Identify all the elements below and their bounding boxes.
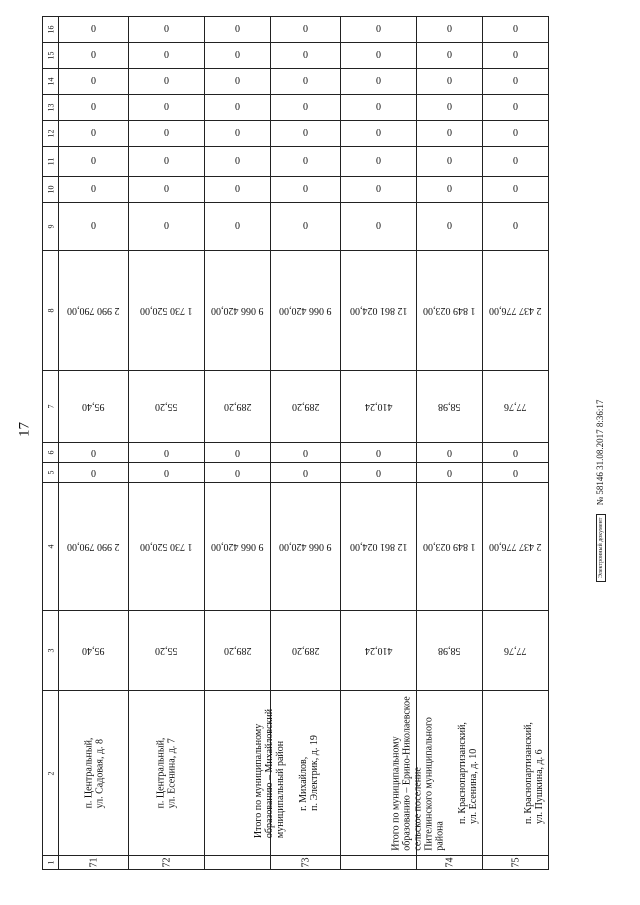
value-cell: 0: [376, 467, 381, 478]
value-cell: 55,20: [155, 401, 178, 412]
stamp-text: № 58146 31.08.2017 8:36:17: [595, 399, 605, 506]
value-cell: 0: [513, 24, 518, 35]
column-number: [43, 443, 59, 463]
value-cell: 0: [447, 24, 452, 35]
value-cell: 0: [164, 447, 169, 458]
value-cell: 0: [164, 50, 169, 61]
table-cell: [205, 463, 271, 483]
table-row: [43, 371, 615, 443]
value-cell: 2 990 790,00: [67, 305, 120, 316]
table-cell: [417, 121, 483, 147]
table-cell: [59, 177, 129, 203]
table-cell: [271, 95, 341, 121]
column-number-label: 9: [46, 224, 55, 229]
value-cell: 0: [303, 128, 308, 139]
column-number-label: 2: [46, 771, 55, 775]
value-cell: 0: [164, 184, 169, 195]
column-number-label: 15: [46, 51, 55, 60]
table-cell: [417, 443, 483, 463]
value-cell: 9 066 420,00: [279, 541, 332, 552]
value-cell: 9 066 420,00: [279, 305, 332, 316]
table-cell: [341, 43, 417, 69]
table-cell: [417, 203, 483, 251]
table-cell: [417, 177, 483, 203]
address-cell: п. Центральный, ул. Есенина, д. 7: [155, 737, 178, 809]
value-cell: 0: [235, 128, 240, 139]
table-cell: [59, 483, 129, 611]
value-cell: 0: [376, 76, 381, 87]
table-cell: [483, 611, 549, 691]
table-cell: [341, 177, 417, 203]
table-cell: [271, 251, 341, 371]
value-cell: 58,98: [438, 401, 461, 412]
table-cell: [59, 43, 129, 69]
table-cell: [341, 483, 417, 611]
table-cell: [483, 147, 549, 177]
value-cell: 9 066 420,00: [211, 305, 264, 316]
value-cell: 0: [164, 156, 169, 167]
value-cell: 0: [513, 76, 518, 87]
table-cell: [59, 371, 129, 443]
table-cell: [483, 177, 549, 203]
table-cell: [341, 203, 417, 251]
table-row: [43, 463, 615, 483]
value-cell: 0: [164, 76, 169, 87]
value-cell: 0: [513, 156, 518, 167]
column-number: [43, 203, 59, 251]
table-cell: [341, 95, 417, 121]
table-cell: [483, 203, 549, 251]
table-cell: [341, 611, 417, 691]
table-cell: [129, 147, 205, 177]
value-cell: 1 730 520,00: [140, 305, 193, 316]
value-cell: 0: [513, 50, 518, 61]
value-cell: 95,40: [82, 645, 105, 656]
value-cell: 0: [235, 156, 240, 167]
value-cell: 0: [235, 24, 240, 35]
column-number: [43, 371, 59, 443]
table-cell: [205, 121, 271, 147]
column-number: [43, 856, 59, 870]
address-cell: Итого по муниципальному образованию – Михайловский муниципальный район: [253, 708, 287, 838]
value-cell: 0: [164, 24, 169, 35]
table-cell: [129, 463, 205, 483]
table-cell: [417, 43, 483, 69]
row-number: 74: [444, 857, 455, 868]
column-number-label: 8: [46, 308, 55, 313]
table-cell: [271, 43, 341, 69]
table-row: [43, 43, 615, 69]
table-cell: [417, 17, 483, 43]
value-cell: 0: [303, 76, 308, 87]
table-cell: [59, 691, 129, 856]
value-cell: 0: [164, 102, 169, 113]
column-number: [43, 147, 59, 177]
value-cell: 0: [164, 467, 169, 478]
table-cell: [417, 371, 483, 443]
table-cell: [129, 203, 205, 251]
table-cell: [205, 17, 271, 43]
table-cell: [59, 443, 129, 463]
value-cell: 0: [447, 50, 452, 61]
value-cell: 0: [235, 102, 240, 113]
table-cell: [483, 17, 549, 43]
table-cell: [341, 121, 417, 147]
value-cell: 0: [235, 50, 240, 61]
value-cell: 0: [513, 128, 518, 139]
table-cell: [129, 611, 205, 691]
value-cell: 0: [447, 184, 452, 195]
table-cell: [129, 371, 205, 443]
table-cell: [59, 203, 129, 251]
table-cell: [271, 856, 341, 870]
table-cell: [271, 463, 341, 483]
table-cell: [417, 95, 483, 121]
table-cell: [417, 147, 483, 177]
value-cell: 0: [513, 447, 518, 458]
table-cell: [129, 856, 205, 870]
table-cell: [129, 121, 205, 147]
table-row: [43, 17, 615, 43]
value-cell: 0: [447, 156, 452, 167]
table-cell: [59, 147, 129, 177]
table-cell: [271, 177, 341, 203]
table-cell: [129, 691, 205, 856]
value-cell: 0: [447, 447, 452, 458]
value-cell: 0: [447, 76, 452, 87]
table-cell: [205, 177, 271, 203]
table-cell: [129, 43, 205, 69]
value-cell: 410,24: [364, 401, 393, 412]
value-cell: 0: [376, 24, 381, 35]
value-cell: 0: [91, 447, 96, 458]
column-number-label: 7: [46, 404, 55, 409]
registration-stamp: [595, 400, 606, 582]
table-cell: [417, 69, 483, 95]
value-cell: 0: [91, 128, 96, 139]
table-row: [43, 69, 615, 95]
address-cell: Итого по муниципальному образованию – Ерино-Николаевское сельское поселение Пителинского муниципального района: [390, 695, 446, 851]
table-cell: [59, 463, 129, 483]
table-cell: [483, 443, 549, 463]
value-cell: 289,20: [223, 401, 252, 412]
table-cell: [205, 371, 271, 443]
table-cell: [271, 69, 341, 95]
table-cell: [59, 95, 129, 121]
table-cell: [483, 463, 549, 483]
row-number: 73: [300, 857, 311, 868]
column-number-label: 4: [46, 544, 55, 549]
value-cell: 77,76: [504, 401, 527, 412]
value-cell: 9 066 420,00: [211, 541, 264, 552]
table-cell: [205, 69, 271, 95]
value-cell: 0: [303, 447, 308, 458]
value-cell: 0: [91, 24, 96, 35]
column-number: [43, 69, 59, 95]
value-cell: 0: [376, 184, 381, 195]
table-cell: [341, 251, 417, 371]
table-cell: [205, 856, 271, 870]
table-cell: [271, 17, 341, 43]
table-cell: [341, 17, 417, 43]
table-cell: [205, 147, 271, 177]
column-number-label: 1: [46, 860, 55, 865]
address-cell: п. Краснопартизанский, ул. Пушкина, д. 6: [522, 722, 545, 824]
table-cell: [59, 69, 129, 95]
value-cell: 0: [91, 221, 96, 232]
table-cell: [271, 371, 341, 443]
table-row: [43, 147, 615, 177]
table-cell: [271, 147, 341, 177]
value-cell: 0: [513, 221, 518, 232]
table-row: [43, 443, 615, 463]
table-cell: [59, 856, 129, 870]
table-cell: [205, 611, 271, 691]
table-cell: [483, 251, 549, 371]
value-cell: 0: [376, 156, 381, 167]
value-cell: 12 861 024,00: [349, 305, 408, 316]
column-number: [43, 17, 59, 43]
value-cell: 95,40: [82, 401, 105, 412]
table-cell: [205, 43, 271, 69]
table-row: [43, 251, 615, 371]
row-number: 72: [161, 857, 172, 868]
table-cell: [341, 463, 417, 483]
column-number: [43, 251, 59, 371]
table-cell: [59, 121, 129, 147]
value-cell: 0: [164, 221, 169, 232]
value-cell: 0: [376, 221, 381, 232]
value-cell: 0: [91, 102, 96, 113]
table-cell: [483, 371, 549, 443]
table-row: [43, 483, 615, 611]
column-number-label: 3: [46, 648, 55, 653]
address-cell: п. Краснопартизанский, ул. Есенина, д. 10: [456, 722, 479, 824]
stamp-logo: Электронный документ: [596, 514, 606, 582]
column-number-label: 5: [46, 470, 55, 475]
value-cell: 289,20: [291, 401, 320, 412]
value-cell: 2 437 776,00: [489, 541, 542, 552]
value-cell: 2 990 790,00: [67, 541, 120, 552]
value-cell: 1 849 023,00: [423, 305, 476, 316]
table-cell: [417, 463, 483, 483]
column-number: [43, 483, 59, 611]
table-cell: [129, 483, 205, 611]
table-cell: [271, 611, 341, 691]
table-cell: [483, 121, 549, 147]
table-cell: [483, 483, 549, 611]
table-cell: [483, 691, 549, 856]
address-cell: г. Михайлов, п. Электрик, д. 19: [297, 735, 320, 811]
table-cell: [483, 69, 549, 95]
table-row: [43, 856, 615, 870]
column-number-label: 6: [46, 450, 55, 455]
page-number: 17: [16, 422, 33, 437]
table-cell: [417, 856, 483, 870]
table-cell: [483, 95, 549, 121]
value-cell: 0: [91, 467, 96, 478]
table-row: [43, 121, 615, 147]
value-cell: 289,20: [291, 645, 320, 656]
table-cell: [129, 95, 205, 121]
value-cell: 0: [303, 156, 308, 167]
table-cell: [417, 611, 483, 691]
table-cell: [341, 856, 417, 870]
column-number: [43, 121, 59, 147]
column-number-label: 12: [46, 129, 55, 138]
table-cell: [59, 611, 129, 691]
table-cell: [205, 203, 271, 251]
value-cell: 0: [91, 50, 96, 61]
value-cell: 0: [447, 102, 452, 113]
table-cell: [341, 147, 417, 177]
table-cell: [483, 856, 549, 870]
table-row: [43, 95, 615, 121]
column-number: [43, 611, 59, 691]
table-cell: [341, 691, 446, 856]
table-cell: [59, 251, 129, 371]
column-number: [43, 463, 59, 483]
value-cell: 410,24: [364, 645, 393, 656]
table-cell: [205, 251, 271, 371]
value-cell: 0: [303, 221, 308, 232]
value-cell: 0: [164, 128, 169, 139]
column-number-label: 10: [46, 185, 55, 194]
value-cell: 0: [447, 221, 452, 232]
row-number: 75: [510, 857, 521, 868]
table-cell: [129, 17, 205, 43]
value-cell: 0: [235, 76, 240, 87]
value-cell: 0: [91, 184, 96, 195]
value-cell: 0: [303, 467, 308, 478]
column-number-label: 13: [46, 103, 55, 112]
table-cell: [205, 691, 287, 856]
column-number-label: 16: [46, 25, 55, 34]
data-table: [42, 16, 615, 868]
table-cell: [271, 483, 341, 611]
value-cell: 0: [303, 50, 308, 61]
rotated-table: [42, 16, 615, 870]
table-cell: [341, 69, 417, 95]
column-number: [43, 691, 59, 856]
row-number: 71: [88, 857, 99, 868]
value-cell: 0: [513, 102, 518, 113]
value-cell: 0: [235, 184, 240, 195]
value-cell: 0: [513, 184, 518, 195]
table-cell: [59, 17, 129, 43]
table-cell: [129, 69, 205, 95]
table-row: [43, 203, 615, 251]
value-cell: 77,76: [504, 645, 527, 656]
table-cell: [129, 443, 205, 463]
table-row: [43, 691, 615, 856]
table-cell: [341, 443, 417, 463]
value-cell: 0: [303, 102, 308, 113]
value-cell: 289,20: [223, 645, 252, 656]
column-number: [43, 95, 59, 121]
value-cell: 0: [91, 76, 96, 87]
table-cell: [129, 251, 205, 371]
table-cell: [205, 95, 271, 121]
table-cell: [483, 43, 549, 69]
value-cell: 0: [376, 50, 381, 61]
table-cell: [271, 121, 341, 147]
value-cell: 0: [513, 467, 518, 478]
value-cell: 55,20: [155, 645, 178, 656]
table-cell: [341, 371, 417, 443]
table-cell: [271, 443, 341, 463]
value-cell: 0: [91, 156, 96, 167]
table-cell: [205, 443, 271, 463]
column-number-label: 14: [46, 77, 55, 86]
value-cell: 1 849 023,00: [423, 541, 476, 552]
value-cell: 1 730 520,00: [140, 541, 193, 552]
value-cell: 0: [235, 447, 240, 458]
value-cell: 0: [303, 24, 308, 35]
column-number: [43, 43, 59, 69]
value-cell: 2 437 776,00: [489, 305, 542, 316]
table-cell: [129, 177, 205, 203]
value-cell: 0: [376, 102, 381, 113]
value-cell: 0: [447, 467, 452, 478]
table-row: [43, 611, 615, 691]
table-cell: [417, 483, 483, 611]
value-cell: 0: [447, 128, 452, 139]
value-cell: 0: [376, 447, 381, 458]
table-cell: [271, 203, 341, 251]
table-row: [43, 177, 615, 203]
column-number-label: 11: [45, 157, 55, 166]
value-cell: 0: [376, 128, 381, 139]
value-cell: 0: [235, 467, 240, 478]
table-cell: [417, 251, 483, 371]
value-cell: 0: [303, 184, 308, 195]
table-cell: [205, 483, 271, 611]
column-number: [43, 177, 59, 203]
value-cell: 12 861 024,00: [349, 541, 408, 552]
address-cell: п. Центральный, ул. Садовая, д. 8: [83, 737, 106, 809]
value-cell: 58,98: [438, 645, 461, 656]
value-cell: 0: [235, 221, 240, 232]
